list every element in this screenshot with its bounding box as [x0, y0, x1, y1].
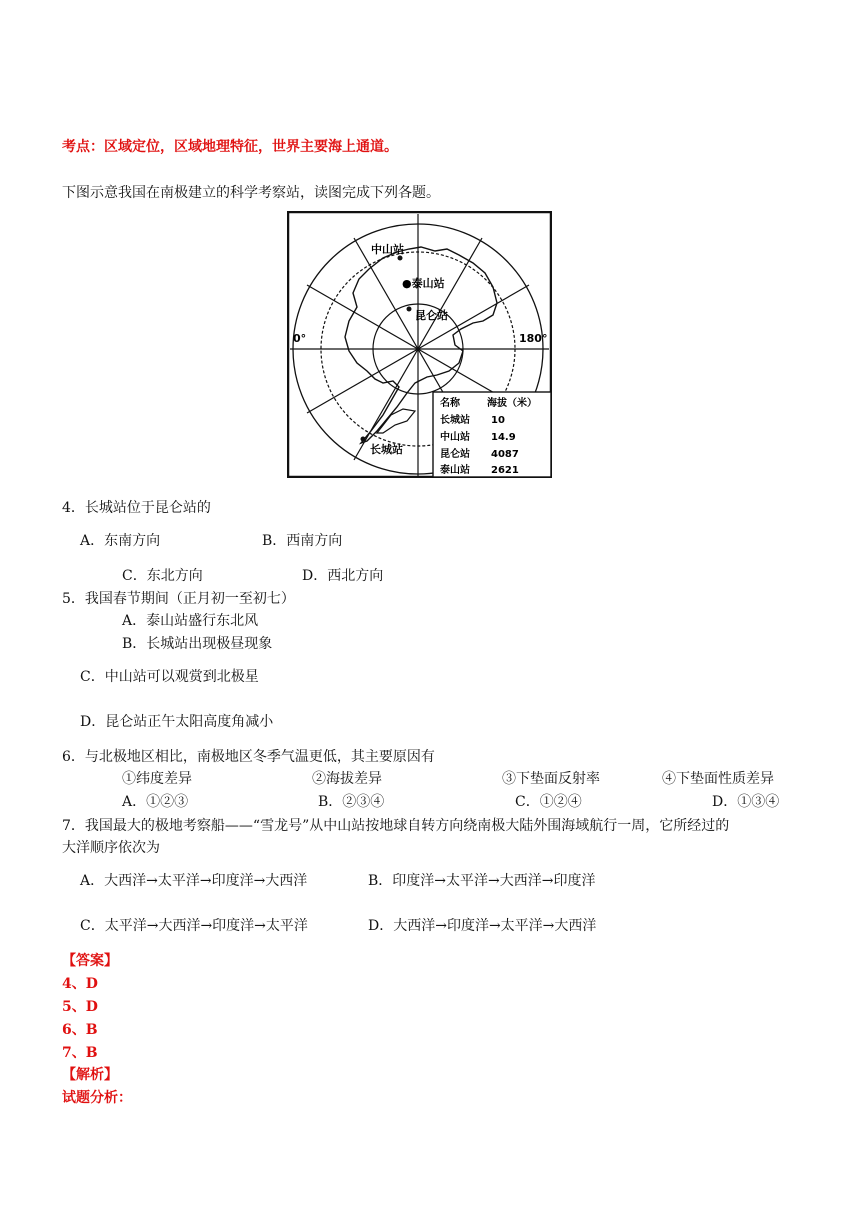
changcheng-dot [361, 437, 366, 442]
legend-header-alt: 海拔（米） [487, 398, 537, 409]
legend-row-name: 中山站 [440, 432, 470, 443]
antarctica-map-svg [287, 211, 552, 478]
q6-factor-3: ③下垫面反射率 [502, 771, 600, 787]
legend-row-name: 泰山站 [440, 465, 470, 476]
q4-option-d[interactable]: D．西北方向 [302, 568, 384, 584]
q5-option-d[interactable]: D．昆仑站正午太阳高度角减小 [80, 714, 274, 730]
q4-option-c[interactable]: C．东北方向 [122, 568, 203, 584]
legend-row-name: 长城站 [440, 415, 470, 426]
q6-option-d[interactable]: D．①③④ [712, 794, 780, 810]
legend-row-alt: 10 [491, 415, 505, 426]
label-kunlun: 昆仑站 [415, 309, 448, 322]
answer-header: 【答案】 [62, 953, 118, 969]
analysis-label: 试题分析： [62, 1090, 132, 1106]
q5-option-a[interactable]: A．泰山站盛行东北风 [122, 613, 259, 629]
legend-row-alt: 4087 [491, 449, 519, 460]
legend-row-name: 昆仑站 [440, 449, 470, 460]
q5-option-b[interactable]: B．长城站出现极昼现象 [122, 636, 273, 652]
q7-option-a[interactable]: A．大西洋→太平洋→印度洋→大西洋 [80, 873, 308, 889]
q6-option-a[interactable]: A．①②③ [122, 794, 189, 810]
legend-row-alt: 14.9 [491, 432, 516, 443]
q7-option-d[interactable]: D．大西洋→印度洋→太平洋→大西洋 [368, 918, 597, 934]
q4-stem: 4．长城站位于昆仑站的 [62, 500, 211, 516]
intro-text: 下图示意我国在南极建立的科学考察站，读图完成下列各题。 [62, 185, 440, 201]
antarctica-map [287, 211, 552, 478]
q7-stem-line2: 大洋顺序依次为 [62, 840, 160, 856]
label-0deg: 0° [293, 332, 307, 345]
label-changcheng: 长城站 [370, 443, 403, 456]
label-taishan: ●泰山站 [402, 277, 445, 290]
q7-option-b[interactable]: B．印度洋→太平洋→大西洋→印度洋 [368, 873, 596, 889]
q4-option-a[interactable]: A．东南方向 [80, 533, 161, 549]
q4-option-b[interactable]: B．西南方向 [262, 533, 343, 549]
kaodian-line: 考点：区域定位，区域地理特征，世界主要海上通道。 [62, 139, 398, 155]
q6-factor-4: ④下垫面性质差异 [662, 771, 774, 787]
label-zhongshan: 中山站 [371, 243, 404, 256]
q6-option-c[interactable]: C．①②④ [515, 794, 582, 810]
q5-stem: 5．我国春节期间（正月初一至初七） [62, 591, 295, 607]
q7-option-c[interactable]: C．太平洋→大西洋→印度洋→太平洋 [80, 918, 308, 934]
answer-item: 4、D [62, 976, 98, 992]
q6-factor-2: ②海拔差异 [312, 771, 382, 787]
q7-stem-line1: 7．我国最大的极地考察船——“雪龙号”从中山站按地球自转方向绕南极大陆外围海域航行一周，它所经过的 [62, 818, 730, 834]
q6-stem: 6．与北极地区相比，南极地区冬季气温更低，其主要原因有 [62, 749, 435, 765]
zhongshan-dot [398, 256, 403, 261]
kunlun-dot [407, 307, 412, 312]
legend-header-name: 名称 [440, 398, 460, 409]
q6-option-b[interactable]: B．②③④ [318, 794, 385, 810]
legend-row-alt: 2621 [491, 465, 519, 476]
answer-item: 7、B [62, 1045, 98, 1061]
answer-item: 6、B [62, 1022, 98, 1038]
q6-factor-1: ①纬度差异 [122, 771, 192, 787]
analysis-header: 【解析】 [62, 1067, 118, 1083]
label-180deg: 180° [519, 332, 548, 345]
answer-item: 5、D [62, 999, 98, 1015]
q5-option-c[interactable]: C．中山站可以观赏到北极星 [80, 669, 259, 685]
